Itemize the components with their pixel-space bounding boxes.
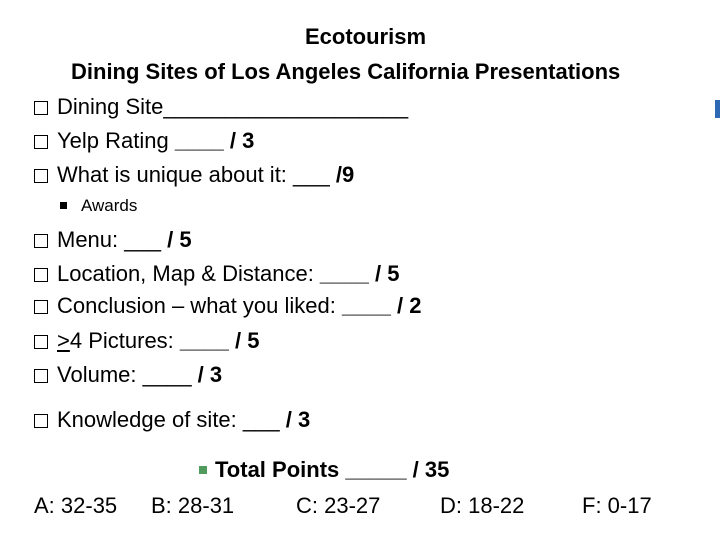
checkbox-icon[interactable] xyxy=(34,369,48,383)
item-points: / 3 xyxy=(191,362,223,387)
checkbox-icon[interactable] xyxy=(34,169,48,183)
slide-edge-marker xyxy=(715,100,720,118)
total-blank: _____ xyxy=(345,457,407,482)
item-points: / 3 xyxy=(223,128,255,153)
item-label: Knowledge of site: xyxy=(57,407,243,432)
item-label: Location, Map & Distance: xyxy=(57,261,320,286)
grade-a: A: 32-35 xyxy=(34,493,118,518)
checkbox-icon[interactable] xyxy=(34,135,48,149)
item-blank: ____________________ xyxy=(163,94,409,119)
item-conclusion xyxy=(34,293,421,319)
total-points xyxy=(199,457,449,483)
item-blank: ____ xyxy=(174,128,224,153)
checkbox-icon[interactable] xyxy=(34,300,48,314)
bullet-square-icon xyxy=(60,202,67,209)
sub-item-awards xyxy=(60,196,137,216)
item-location xyxy=(34,261,399,287)
item-points: / 5 xyxy=(228,328,260,353)
item-knowledge xyxy=(34,407,310,433)
checkbox-icon[interactable] xyxy=(34,101,48,115)
item-label: Menu: xyxy=(57,227,125,252)
item-blank: ____ xyxy=(179,328,229,353)
item-blank: ____ xyxy=(142,362,192,387)
sub-item-label: Awards xyxy=(81,196,138,215)
item-menu xyxy=(34,227,192,253)
item-pictures xyxy=(34,328,259,354)
grade-d: D: 18-22 xyxy=(440,493,525,518)
grade-f: F: 0-17 xyxy=(582,493,652,518)
checkbox-icon[interactable] xyxy=(34,335,48,349)
item-label: 4 Pictures: xyxy=(69,328,180,353)
item-label: What is unique about it: xyxy=(57,162,294,187)
item-label: Volume: xyxy=(57,362,143,387)
item-points: / 5 xyxy=(160,227,192,252)
checkbox-icon[interactable] xyxy=(34,268,48,282)
item-points: / 3 xyxy=(279,407,311,432)
item-blank: ____ xyxy=(319,261,369,286)
grade-c: C: 23-27 xyxy=(296,493,381,518)
item-blank: ____ xyxy=(341,293,391,318)
page-subtitle: Dining Sites of Los Angeles California Presentations xyxy=(71,59,621,84)
item-blank: ___ xyxy=(124,227,161,252)
item-blank: ___ xyxy=(293,162,330,187)
item-points: /9 xyxy=(329,162,355,187)
item-unique xyxy=(34,162,354,188)
checkbox-icon[interactable] xyxy=(34,414,48,428)
item-points: / 2 xyxy=(390,293,422,318)
item-label: Yelp Rating xyxy=(57,128,175,153)
total-label: Total Points xyxy=(215,457,346,482)
item-yelp-rating xyxy=(34,128,254,154)
item-points: / 5 xyxy=(368,261,400,286)
item-blank: ___ xyxy=(242,407,280,432)
item-label: Dining Site xyxy=(57,94,164,119)
page-title: Ecotourism xyxy=(305,24,427,49)
grade-b: B: 28-31 xyxy=(151,493,235,518)
item-volume xyxy=(34,362,222,388)
item-label-prefix: > xyxy=(57,328,70,353)
item-dining-site xyxy=(34,94,408,120)
total-points-value: / 35 xyxy=(406,457,450,482)
item-label: Conclusion – what you liked: xyxy=(57,293,342,318)
bullet-square-icon xyxy=(199,466,207,474)
checkbox-icon[interactable] xyxy=(34,234,48,248)
